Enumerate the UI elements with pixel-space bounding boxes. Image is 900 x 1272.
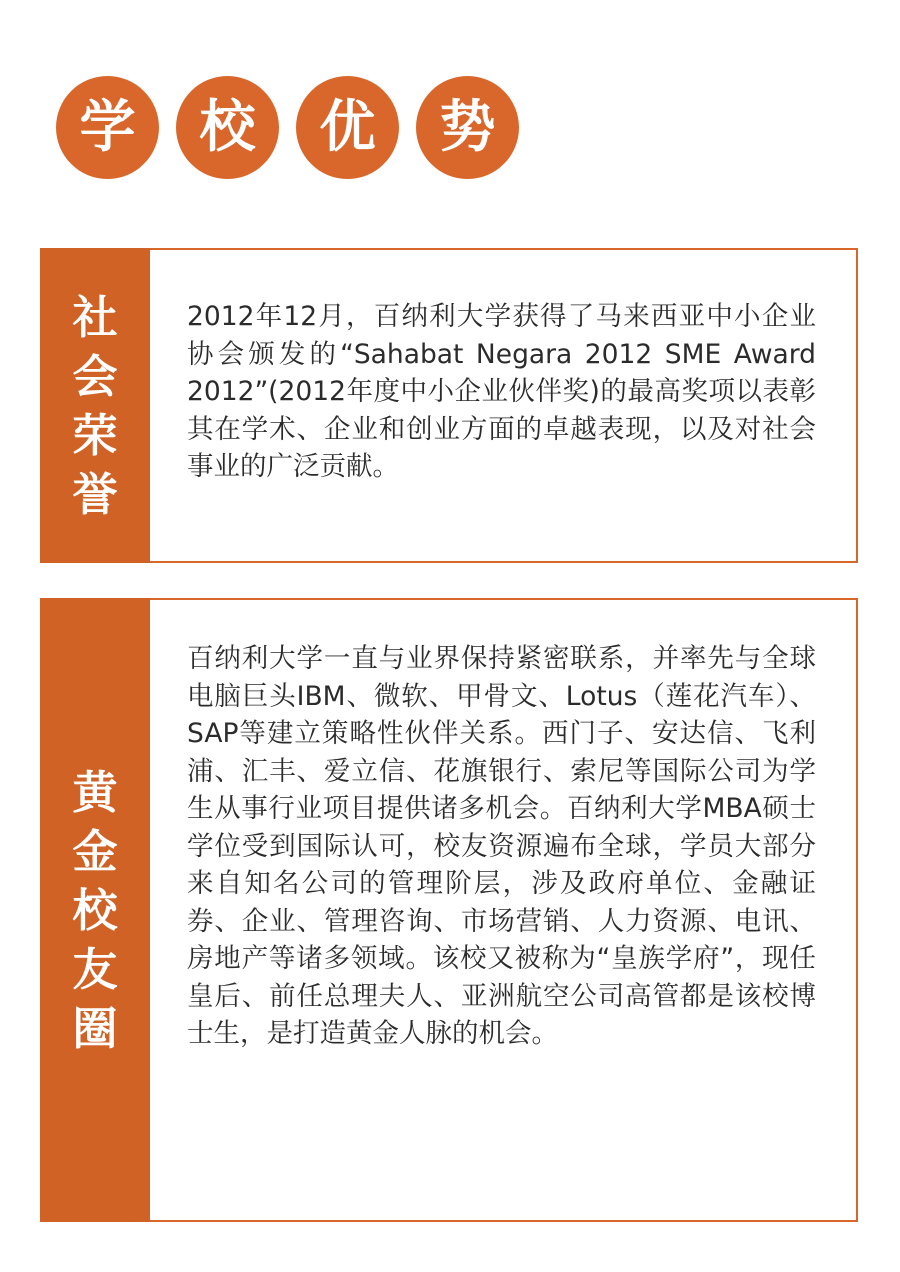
- tab-char: 友: [72, 942, 118, 996]
- section-golden-alumni: [40, 598, 858, 1222]
- title-char-circle: 优: [296, 76, 399, 179]
- tab-char: 金: [72, 824, 118, 878]
- tab-char: 圈: [72, 1001, 118, 1055]
- section-body-text: 百纳利大学一直与业界保持紧密联系，并率先与全球电脑巨头IBM、微软、甲骨文、Lotus（莲花汽车）、SAP等建立策略性伙伴关系。西门子、安达信、飞利浦、汇丰、爱立信、花旗银行、索尼等国际公司为学生从事行业项目提供诸多机会。百纳利大学MBA硕士学位受到国际认可，校友资源遍布全球，学员大部分来自知名公司的管理阶层，涉及政府单位、金融证券、企业、管理咨询、市场营销、人力资源、电讯、房地产等诸多领域。该校又被称为“皇族学府”，现任皇后、前任总理夫人、亚洲航空公司高管都是该校博士生，是打造黄金人脉的机会。: [187, 643, 816, 1049]
- page-title: [56, 76, 519, 179]
- tab-char: 誉: [72, 467, 118, 521]
- title-char-circle: 学: [56, 76, 159, 179]
- section-social-honor: [40, 248, 858, 563]
- section-tab-golden-alumni: [40, 598, 150, 1222]
- section-body-text: 2012年12月，百纳利大学获得了马来西亚中小企业协会颁发的“Sahabat Negara 2012 SME Award 2012”(2012年度中小企业伙伴奖)的最高奖项以表彰其在学术、企业和创业方面的卓越表现，以及对社会事业的广泛贡献。: [187, 301, 816, 482]
- section-tab-social-honor: [40, 248, 150, 563]
- tab-char: 会: [72, 349, 118, 403]
- tab-char: 校: [72, 883, 118, 937]
- tab-char: 荣: [72, 408, 118, 462]
- tab-char: 社: [72, 290, 118, 344]
- title-char-circle: 势: [416, 76, 519, 179]
- title-char-circle: 校: [176, 76, 279, 179]
- tab-char: 黄: [72, 765, 118, 819]
